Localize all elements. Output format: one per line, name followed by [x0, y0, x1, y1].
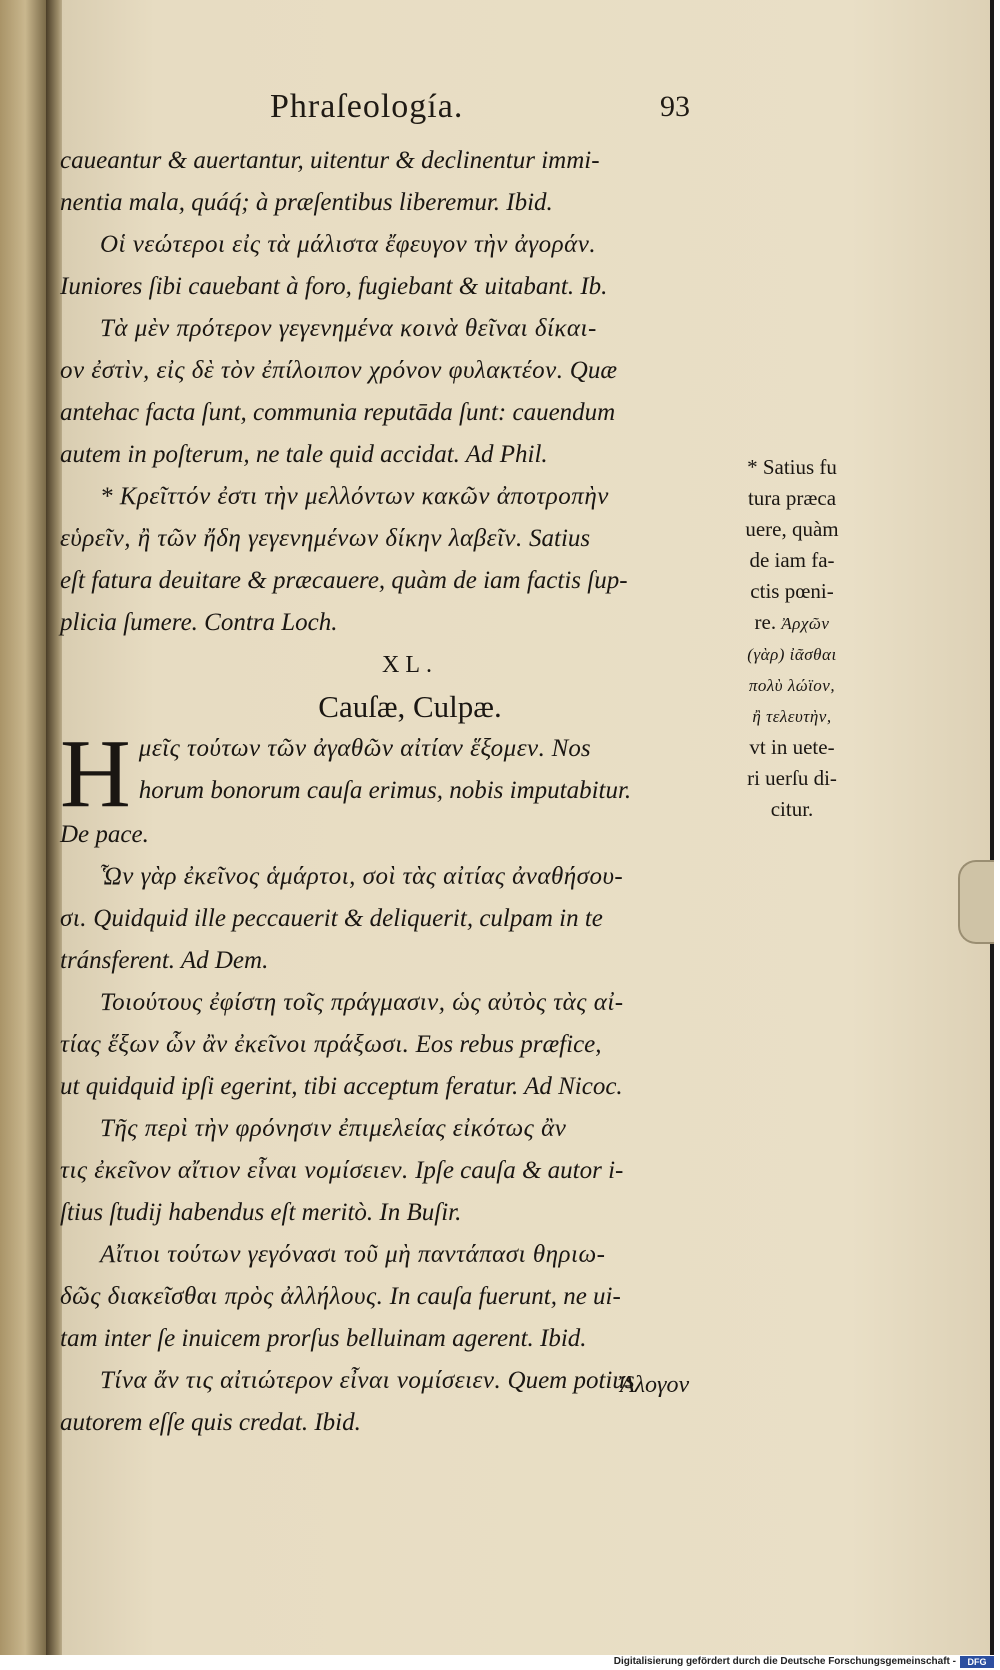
greek-phrase: δῶς διακεῖσθαι πρὸς ἀλλήλους. — [60, 1283, 384, 1310]
greek-phrase: Τίνα ἄν τις αἰτιώτερον εἶναι νομίσειεν. — [100, 1367, 502, 1394]
text-line — [60, 350, 720, 392]
greek-line: Οἱ νεώτεροι εἰς τὰ μάλιστα ἔφευγον τὴν ἀγοράν. — [100, 231, 597, 258]
text-line: horum bonorum cauſa erimus, nobis imputabitur. — [138, 777, 632, 804]
greek-line: Αἴτιοι τούτων γεγόνασι τοῦ μὴ παντάπασι θηριω- — [100, 1241, 606, 1268]
latin-phrase: Quidquid ille peccauerit & deliquerit, culpam in te — [93, 905, 603, 932]
text-line: ſtius ſtudij habendus eſt meritò. In Buſir. — [60, 1199, 462, 1226]
text-line — [60, 1150, 720, 1192]
text-line: eſt fatura deuitare & præcauere, quàm de iam factis ſup- — [60, 567, 628, 594]
greek-line: Τὰ μὲν πρότερον γεγενημένα κοινὰ θεῖναι δίκαι- — [100, 315, 597, 342]
marginal-line: citur. — [770, 797, 814, 821]
marginal-greek: Ἀρχῶν — [781, 614, 830, 633]
text-line: autorem eſſe quis credat. Ibid. — [60, 1409, 361, 1436]
greek-phrase: μεῖς τούτων τῶν ἀγαθῶν αἰτίαν ἕξομεν. — [138, 735, 546, 762]
greek-phrase: σι. — [60, 905, 88, 932]
marginal-line: (γὰρ) ἰᾶσθαι — [747, 645, 837, 664]
marginal-line: ri uerſu di- — [747, 766, 837, 790]
greek-phrase: τις ἐκεῖνον αἴτιον εἶναι νομίσειεν. — [60, 1157, 409, 1184]
text-line: antehac facta ſunt, communia reputāda ſunt: cauendum — [60, 399, 616, 426]
greek-line: * Κρεῖττόν ἐστι τὴν μελλόντων κακῶν ἀποτροπὴν — [100, 483, 609, 510]
text-line: plicia ſumere. Contra Loch. — [60, 609, 338, 636]
latin-phrase: Satius — [529, 525, 591, 552]
text-line: ut quidquid ipſi egerint, tibi acceptum feratur. Ad Nicoc. — [60, 1073, 623, 1100]
text-line — [60, 898, 720, 940]
text-line: De pace. — [60, 821, 149, 848]
marginal-line: tura præca — [747, 486, 837, 510]
greek-phrase: τίας ἕξων ὧν ἂν ἐκεῖνοι πράξωσι. — [60, 1031, 410, 1058]
greek-phrase: ον ἐστὶν, εἰς δὲ τὸν ἐπίλοιπον χρόνον φυλακτέον. — [60, 357, 564, 384]
latin-phrase: Quem potius — [507, 1367, 635, 1394]
greek-line: Τῆς περὶ τὴν φρόνησιν ἐπιμελείας εἰκότως ἂν — [100, 1115, 567, 1142]
latin-phrase: In cauſa fuerunt, ne ui- — [389, 1283, 621, 1310]
text-line — [60, 1024, 720, 1066]
text-line: tam inter ſe inuicem prorſus belluinam agerent. Ibid. — [60, 1325, 587, 1352]
page-edge-tab — [958, 860, 994, 944]
marginal-note — [722, 452, 862, 825]
text-line — [60, 518, 720, 560]
text-line: Iuniores ſibi cauebant à foro, fugiebant & uitabant. Ib. — [60, 273, 608, 300]
running-header-title: Phraſeología. — [270, 88, 464, 125]
marginal-line: πολὺ λώϊον, — [748, 676, 836, 695]
marginal-line: uere, quàm — [745, 517, 839, 541]
marginal-line — [722, 607, 862, 639]
text-line — [60, 1276, 720, 1318]
marginal-line: ἢ τελευτὴν, — [752, 707, 832, 726]
marginal-line: vt in uete- — [749, 735, 835, 759]
text-line — [60, 728, 720, 770]
digitization-credit: Digitalisierung gefördert durch die Deutsche Forschungsgemeinschaft - — [613, 1656, 956, 1667]
section-title: Cauſæ, Culpæ. — [318, 689, 502, 724]
latin-phrase: Quæ — [569, 357, 618, 384]
latin-phrase: Nos — [551, 735, 591, 762]
latin-phrase: Ipſe cauſa & autor i- — [415, 1157, 624, 1184]
greek-line: Τοιούτους ἐφίστη τοῖς πράγμασιν, ὡς αὐτὸς τὰς αἰ- — [100, 989, 624, 1016]
section-opening — [60, 720, 720, 828]
marginal-latin: re. — [754, 610, 777, 634]
text-line: autem in poſterum, ne tale quid accidat. Ad Phil. — [60, 441, 548, 468]
catchword: Ἄλογον — [620, 1372, 690, 1398]
greek-line: Ὧν γὰρ ἐκεῖνος ἁμάρτοι, σοὶ τὰς αἰτίας ἀναθήσου- — [100, 863, 624, 890]
marginal-line: * Satius fu — [747, 455, 837, 479]
text-line: caueantur & auertantur, uitentur & declinentur immi- — [60, 147, 600, 174]
text-line: nentia mala, quáq́; à præſentibus liberemur. Ibid. — [60, 189, 553, 216]
page-number: 93 — [660, 90, 690, 123]
dfg-logo: DFG — [960, 1656, 994, 1668]
drop-cap-initial: H — [60, 720, 131, 828]
body-text-column — [60, 140, 720, 1444]
marginal-line: ctis pœni- — [750, 579, 834, 603]
previous-page-edge — [0, 0, 46, 1655]
latin-phrase: Eos rebus præfice, — [415, 1031, 602, 1058]
section-number: XL. — [382, 652, 438, 678]
marginal-line: de iam fa- — [749, 548, 835, 572]
text-line: tránsferent. Ad Dem. — [60, 947, 269, 974]
greek-phrase: εὑρεῖν, ἢ τῶν ἤδη γεγενημένων δίκην λαβεῖν. — [60, 525, 523, 552]
